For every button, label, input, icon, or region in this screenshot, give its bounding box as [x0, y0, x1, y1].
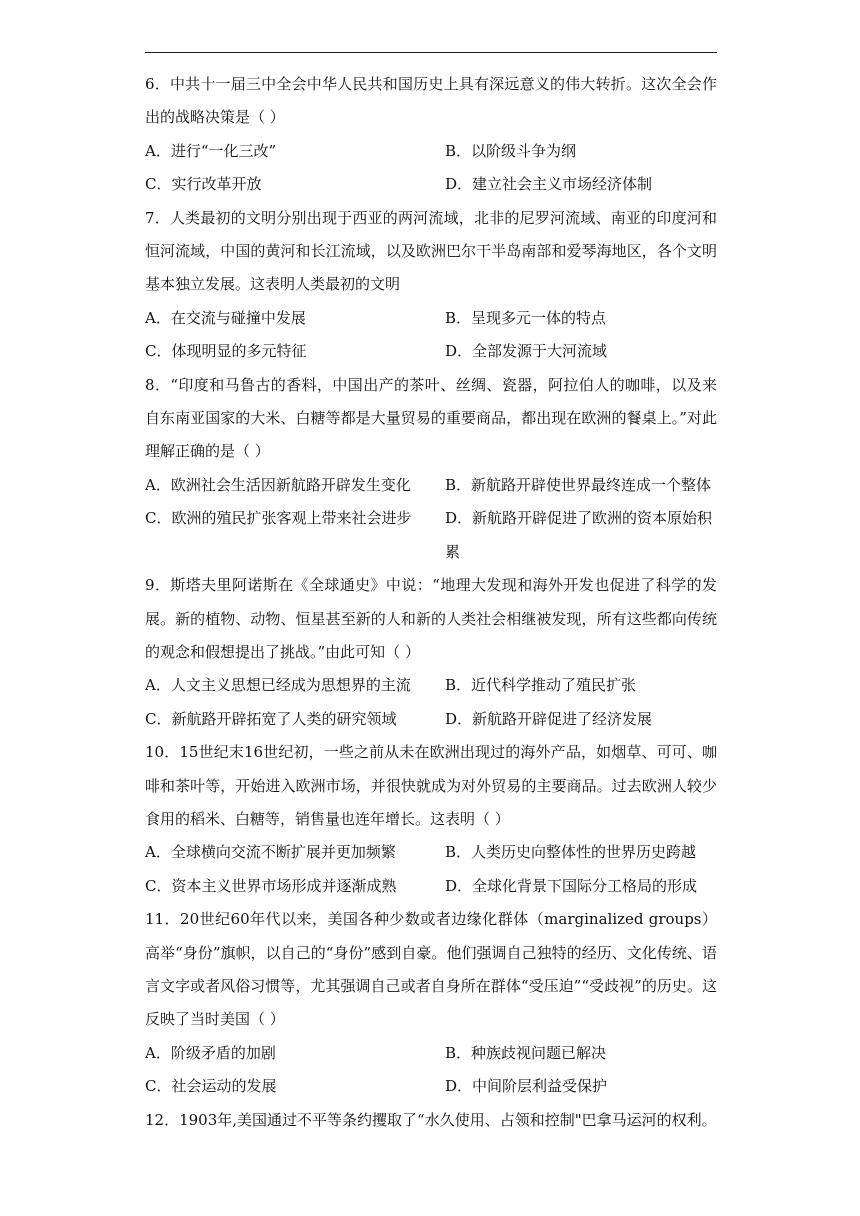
option-a: A．全球横向交流不断扩展并更加频繁: [145, 843, 396, 862]
question-list: [145, 68, 717, 1137]
option-a: A．进行“一化三改”: [145, 141, 277, 160]
question-11: [145, 903, 717, 1103]
option-b: B．以阶级斗争为纲: [445, 141, 577, 160]
option-grid: [145, 135, 717, 202]
option-grid: [145, 302, 717, 369]
question-10: [145, 736, 717, 903]
option-grid: [145, 1037, 717, 1104]
option-c: C．社会运动的发展: [145, 1077, 277, 1096]
option-d: D．全球化背景下国际分工格局的形成: [445, 876, 698, 895]
option-a: A．在交流与碰撞中发展: [145, 308, 306, 327]
question-6: [145, 68, 717, 202]
option-grid: [145, 669, 717, 736]
question-stem: 10．15世纪末16世纪初，一些之前从未在欧洲出现过的海外产品，如烟草、可可、咖啡和茶叶等，开始进入欧洲市场，并很快就成为对外贸易的主要商品。过去欧洲人较少食用的稻米、白糖等，销售量也连年增长。这表明（ ）: [145, 743, 717, 828]
option-b: B．呈现多元一体的特点: [445, 308, 607, 327]
option-c: C．资本主义世界市场形成并逐渐成熟: [145, 876, 397, 895]
option-d: D．全部发源于大河流域: [445, 342, 608, 361]
question-stem: 7．人类最初的文明分别出现于西亚的两河流域，北非的尼罗河流域、南亚的印度河和恒河流域，中国的黄河和长江流域，以及欧洲巴尔干半岛南部和爱琴海地区，各个文明基本独立发展。这表明人类最初的文明: [145, 208, 717, 294]
option-c: C．新航路开辟拓宽了人类的研究领域: [145, 709, 397, 728]
option-grid: [145, 469, 717, 569]
option-d: D．新航路开辟促进了经济发展: [445, 709, 653, 728]
option-a: A．人文主义思想已经成为思想界的主流: [145, 676, 411, 695]
question-stem: 8．“印度和马鲁古的香料，中国出产的茶叶、丝绸、瓷器，阿拉伯人的咖啡，以及来自东南亚国家的大米、白糖等都是大量贸易的重要商品，都出现在欧洲的餐桌上。”对此理解正确的是（ ）: [145, 375, 717, 461]
option-grid: [145, 836, 717, 903]
option-c: C．欧洲的殖民扩张客观上带来社会进步: [145, 509, 412, 528]
question-8: [145, 369, 717, 569]
question-12: [145, 1104, 717, 1137]
option-b: B．种族歧视问题已解决: [445, 1043, 607, 1062]
option-a: A．欧洲社会生活因新航路开辟发生变化: [145, 475, 411, 494]
option-c: C．实行改革开放: [145, 175, 262, 194]
question-7: [145, 202, 717, 369]
question-9: [145, 569, 717, 736]
question-stem: 9．斯塔夫里阿诺斯在《全球通史》中说：“地理大发现和海外开发也促进了科学的发展。新的植物、动物、恒星甚至新的人和新的人类社会相继被发现，所有这些都向传统的观念和假想提出了挑战。”由此可知（ ）: [145, 576, 717, 661]
option-b: B．新航路开辟使世界最终连成一个整体: [445, 475, 712, 494]
option-c: C．体现明显的多元特征: [145, 342, 307, 361]
header-rule: [145, 52, 717, 53]
question-stem: 11．20世纪60年代以来，美国各种少数或者边缘化群体（marginalized groups）高举“身份”旗帜，以自己的“身份”感到自豪。他们强调自己独特的经历、文化传统、语言文字或者风俗习惯等，尤其强调自己或者自身所在群体“受压迫”“受歧视”的历史。这反映了当时美国（ ）: [145, 910, 717, 1029]
option-d: D．中间阶层利益受保护: [445, 1077, 608, 1096]
option-a: A．阶级矛盾的加剧: [145, 1043, 276, 1062]
option-b: B．人类历史向整体性的世界历史跨越: [445, 843, 697, 862]
question-stem: 6．中共十一届三中全会中华人民共和国历史上具有深远意义的伟大转折。这次全会作出的战略决策是（ ）: [145, 75, 717, 127]
option-b: B．近代科学推动了殖民扩张: [445, 676, 637, 695]
question-stem: 12．1903年,美国通过不平等条约攫取了“水久使用、占领和控制"巴拿马运河的权利。: [145, 1110, 717, 1129]
option-d: D．新航路开辟促进了欧洲的资本原始积累: [445, 509, 713, 561]
option-d: D．建立社会主义市场经济体制: [445, 175, 653, 194]
